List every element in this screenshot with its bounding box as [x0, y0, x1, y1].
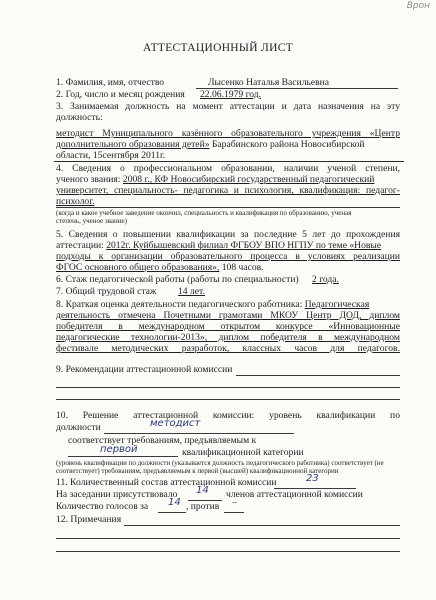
section-8-line-2: деятельность отмечена Почетными грамотами МКОУ Центр ДОД, диплом [56, 310, 400, 321]
section-3-line-2: должность: [56, 112, 103, 123]
section-7-label: 7. Общий трудовой стаж [56, 286, 157, 297]
section-11-present-suffix: членов аттестационной комиссии [226, 489, 363, 500]
section-10-line-1: 10. Решение аттестационной комиссии: уровень квалификации по [56, 410, 400, 421]
section-2-label: 2. Год, число и месяц рождения [56, 89, 185, 100]
section-11-against-label: , против [186, 501, 220, 512]
section-9-line-3 [56, 399, 400, 400]
section-3-position-cont-rest: Барабинского района Новосибирской [209, 139, 365, 150]
section-5-line-2 [56, 240, 381, 251]
section-12-line-2 [56, 538, 400, 539]
section-5-line-2-value: 2012г. Куйбышевский филиал ФГБОУ ВПО НГПУ по теме «Новые [106, 240, 382, 251]
section-4-blank-line [56, 207, 400, 208]
section-10-handwritten-category: первой [100, 444, 138, 455]
section-4-line-2-label: ученого звания: [56, 174, 121, 185]
section-3-position: методист Муниципального казённого образовательного учреждения «Центр [56, 128, 400, 139]
document-title: АТТЕСТАЦИОННЫЙ ЛИСТ [142, 42, 294, 54]
section-10-note-2: соответствует) требованиям, предъявляемым к первой (высшей) квалификационной категории [56, 467, 339, 475]
section-9-line-2 [56, 387, 400, 388]
section-1-label: 1. Фамилия, имя, отчество [56, 77, 165, 88]
section-11-present-label: На заседании присутствовало [56, 489, 178, 500]
section-3-appointment: области, 15сентября 2011г. [56, 150, 166, 161]
section-3-position-cont [56, 139, 365, 150]
section-8-line-1-value: Педагогическая [304, 299, 370, 310]
section-11-against-underline [224, 512, 244, 513]
section-1-full-name: Лысенко Наталья Васильевна [208, 77, 330, 88]
section-4-note-1: (когда и какое учебное заведение окончил, специальность и квалификация по образованию, ученая [56, 209, 352, 217]
section-12-line-1 [124, 525, 400, 526]
corner-handwritten-note: Врон [406, 1, 430, 11]
section-11-handwritten-total: 23 [306, 473, 319, 484]
section-10-line-3: соответствует требованиям, предъявляемым к [68, 435, 257, 446]
section-10-line-2: должности [56, 422, 101, 433]
section-7-value: 14 лет. [178, 286, 205, 297]
section-3-divider [54, 161, 404, 162]
section-12-label: 12. Примечания [56, 514, 122, 525]
section-4-line-4: психолог. [56, 196, 95, 207]
section-4-line-3: университет, специальность- педагогика и психология, квалификация: педагог- [56, 185, 400, 196]
section-6-value: 2 года. [312, 274, 339, 285]
section-9-label: 9. Рекомендации аттестационной комиссии [56, 364, 233, 375]
section-5-line-4-rest: 108 часов. [219, 262, 264, 273]
section-10-handwritten-position: методист [150, 418, 201, 429]
section-10-category-underline [68, 456, 178, 457]
section-2-birth-date: 22.06.1979 год. [200, 89, 262, 100]
section-11-for-underline [158, 512, 186, 513]
section-11-handwritten-against: – [232, 497, 237, 508]
section-9-line-1 [236, 375, 400, 376]
section-3-position-cont-underlined: дополнительного образования детей» [56, 139, 210, 150]
section-10-position-underline [104, 433, 294, 434]
section-5-line-3: подходы к организации образовательного процесса в условиях реализации [56, 251, 400, 262]
section-3-line-1: 3. Занимаемая должность на момент аттестации и дата назначения на эту [56, 101, 400, 112]
section-8-line-4: педагогические технологии-2013», диплом победителя в международном [56, 332, 400, 343]
section-4-line-1: 4. Сведения о профессиональном образовании, наличии ученой степени, [56, 163, 400, 174]
section-5-line-4-underlined: ФГОС основного общего образования», [56, 262, 220, 273]
section-8-line-5: фестивале методических разработок, классных часов для педагогов. [56, 343, 400, 354]
section-11-handwritten-present: 14 [196, 485, 209, 496]
section-8-line-3: победителя в международном открытом конкурсе «Инновационные [56, 321, 400, 332]
section-11-label: 11. Количественный состав аттестационной комиссии [56, 477, 277, 488]
section-8-line-1-label: 8. Краткая оценка деятельности педагогического работника: [56, 299, 303, 310]
section-6-label: 6. Стаж педагогической работы (работы по специальности) [56, 274, 299, 285]
section-4-note-2: степень, ученое звание) [56, 217, 127, 225]
section-4-line-2-value: 2008 г., КФ Новосибирский государственный педагогический [122, 174, 375, 185]
section-8-line-1 [56, 299, 400, 310]
section-10-note-1: (уровень квалификации по должности (указывается должность педагогического работника) соответствует (не [56, 459, 384, 467]
section-4-line-2 [56, 174, 374, 185]
section-5-line-1: 5. Сведения о повышении квалификации за последние 5 лет до прохождения [56, 229, 400, 240]
section-5-line-4 [56, 262, 264, 273]
section-12-line-3 [56, 551, 400, 552]
section-10-line-4: квалификационной категории [182, 447, 304, 458]
section-11-handwritten-for: 14 [168, 497, 181, 508]
section-5-line-2-label: аттестации: [56, 240, 104, 251]
section-11-votes-label: Количество голосов за [56, 501, 149, 512]
